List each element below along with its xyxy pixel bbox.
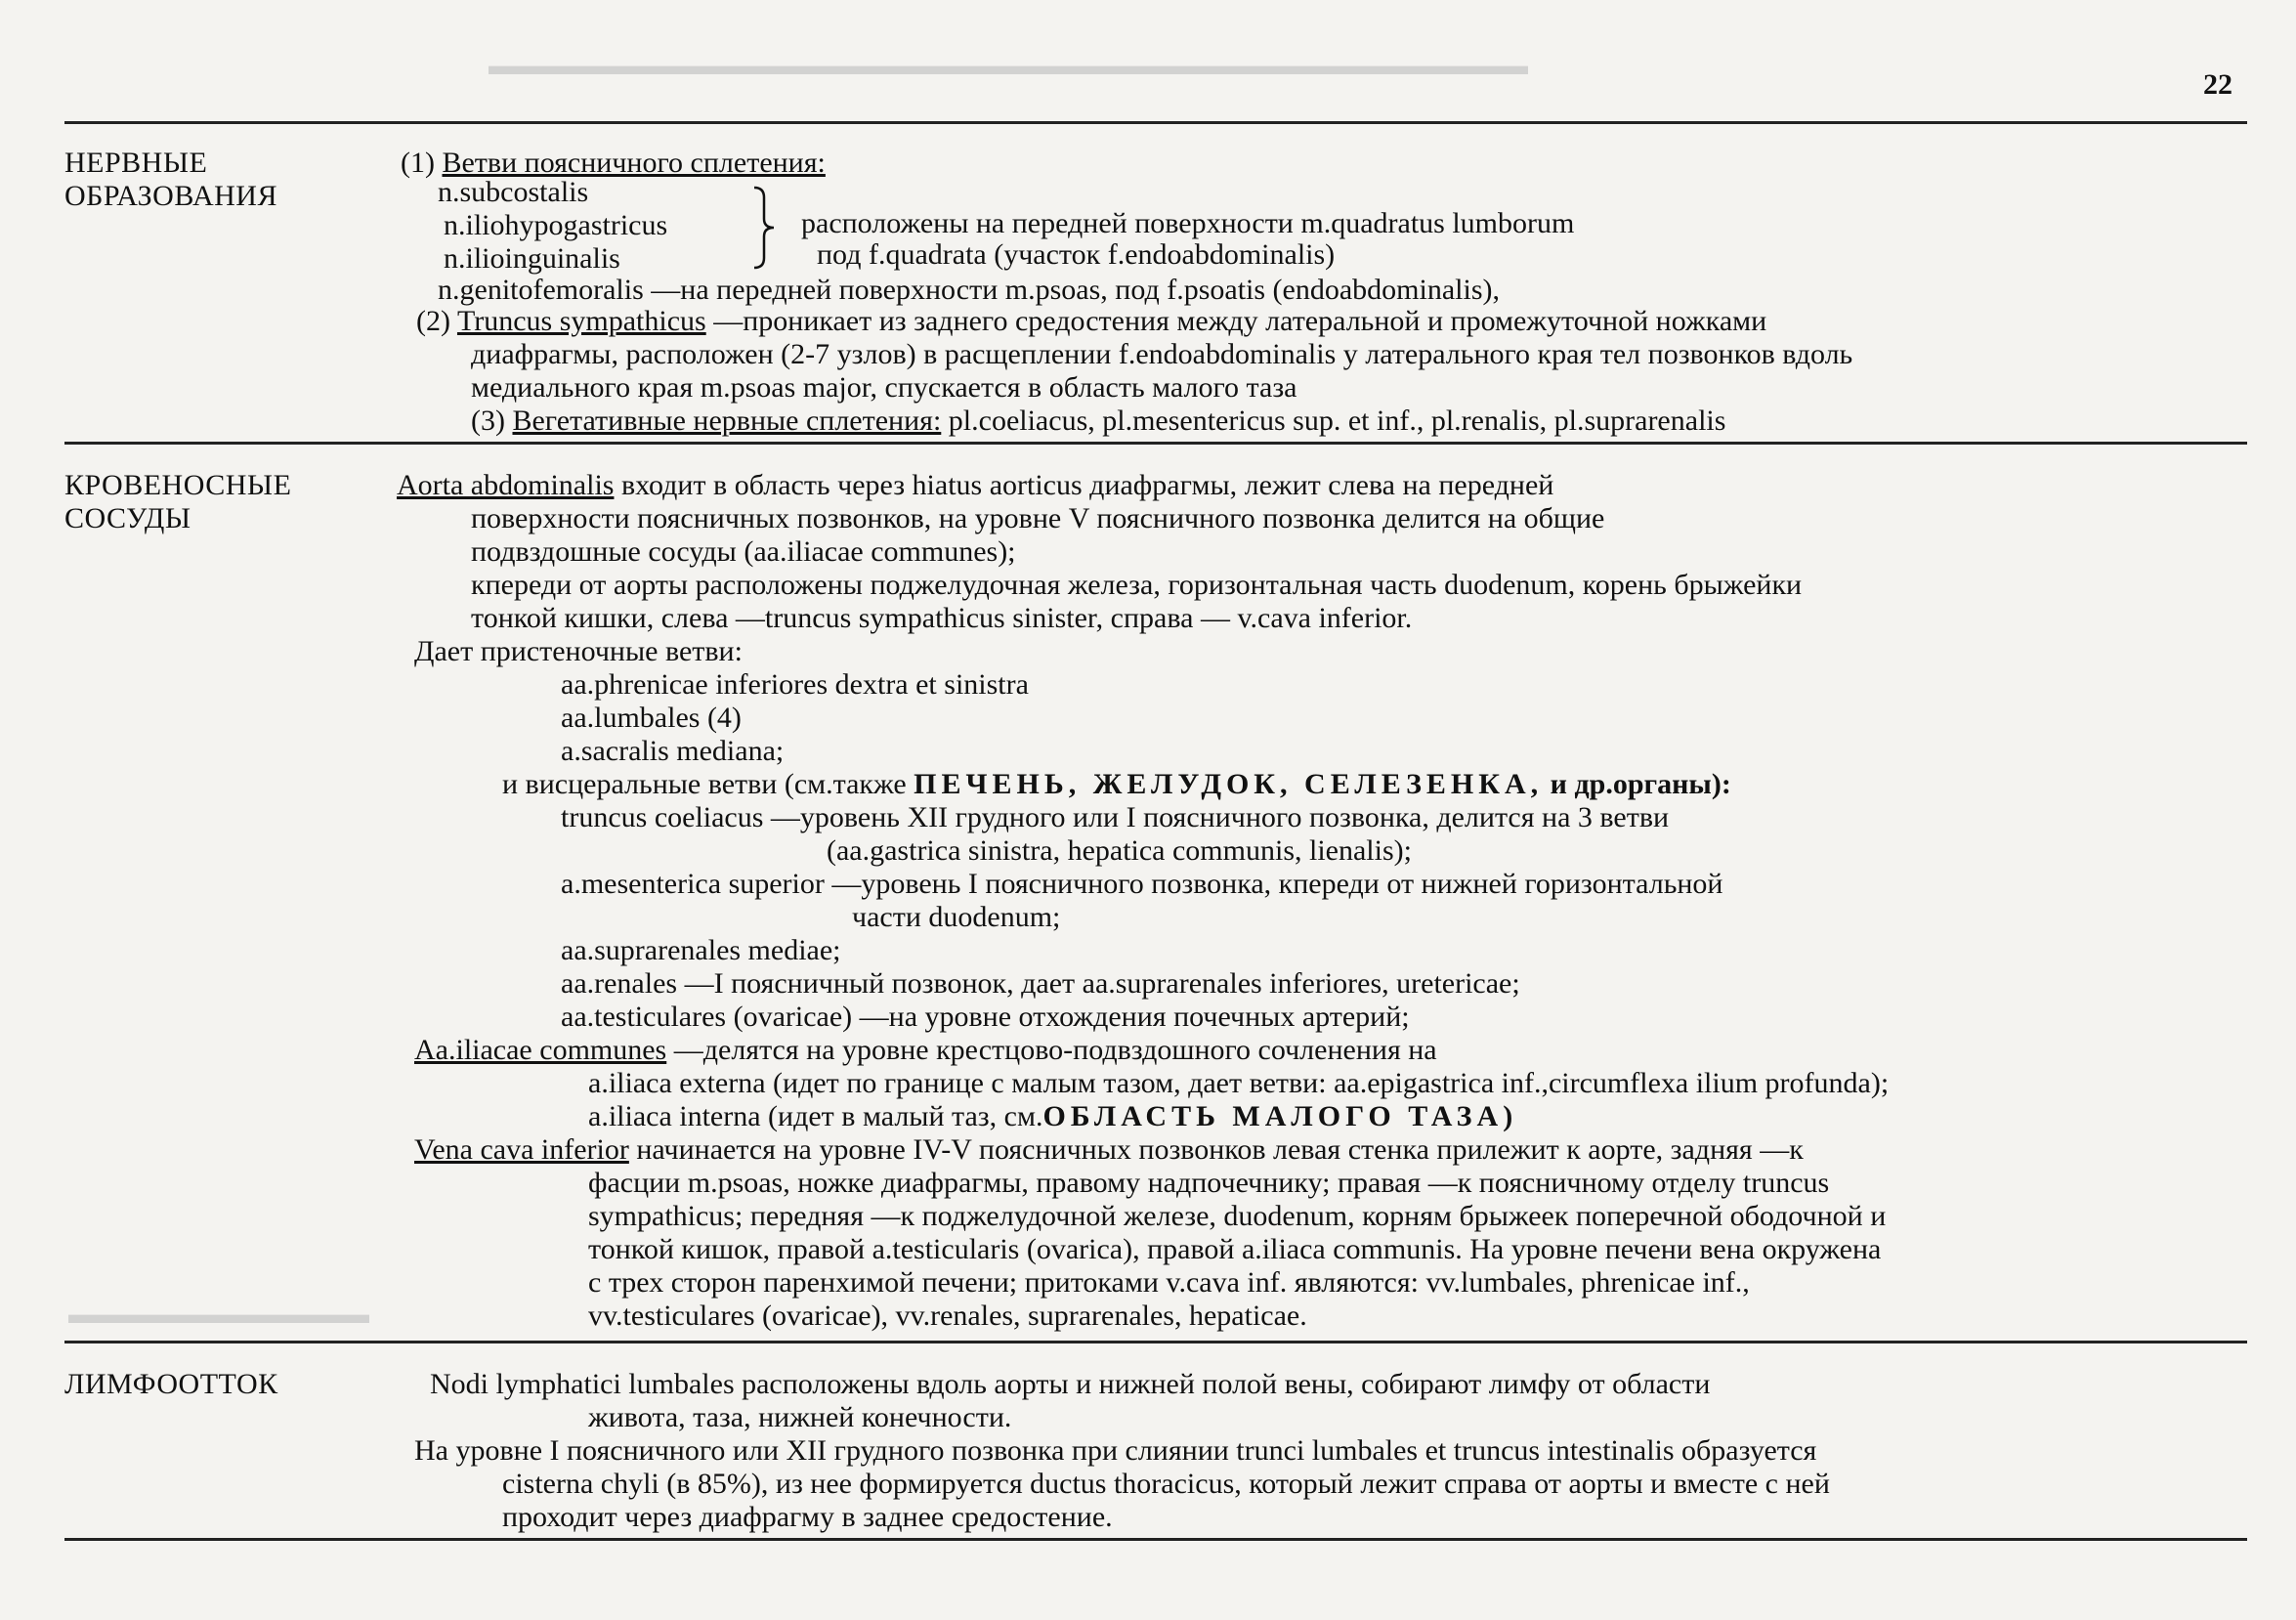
parietal-branch: aa.lumbales (4) xyxy=(561,702,742,734)
vena-cava-line: фасции m.psoas, ножке диафрагмы, правому надпочечнику; правая —к поясничному отделу truncus xyxy=(588,1167,1830,1199)
item-number: (1) xyxy=(401,147,435,179)
parietal-branch: aa.phrenicae inferiores dextra et sinistra xyxy=(561,668,1029,701)
lymph-line: На уровне I поясничного или XII грудного позвонка при слиянии trunci lumbales et truncus intestinalis образуется xyxy=(414,1434,1817,1467)
label-line: КРОВЕНОСНЫЕ xyxy=(64,469,292,501)
section-label-vessels xyxy=(64,469,291,535)
visceral-branch: (aa.gastrica sinistra, hepatica communis, lienalis); xyxy=(827,834,1412,867)
nerves-item-2-line: диафрагмы, расположен (2-7 узлов) в расщеплении f.endoabdominalis у латерального края тел позвонков вдоль xyxy=(471,338,1853,370)
iliac-external: a.iliaca externa (идет по границе с малым тазом, дает ветви: aa.epigastrica inf.,circumflexa ilium profunda); xyxy=(588,1067,1890,1099)
lymph-line: Nodi lymphatici lumbales расположены вдоль аорты и нижней полой вены, собирают лимфу от области xyxy=(430,1368,1711,1400)
item-title: Ветви поясничного сплетения: xyxy=(442,147,826,179)
iliac-int-post: ) xyxy=(1503,1100,1513,1132)
visceral-branch: aa.testiculares (ovaricae) —на уровне отхождения почечных артерий; xyxy=(561,1001,1410,1033)
lymph-line: живота, таза, нижней конечности. xyxy=(588,1401,1012,1433)
visceral-caps: ПЕЧЕНЬ, ЖЕЛУДОК, СЕЛЕЗЕНКА, xyxy=(914,768,1544,800)
aorta-line: тонкой кишки, слева —truncus sympathicus sinister, справа — v.cava inferior. xyxy=(471,602,1413,634)
curly-brace-icon xyxy=(752,186,776,270)
vena-cava-title: Vena cava inferior xyxy=(414,1133,629,1166)
section-label-lymph: ЛИМФООТТОК xyxy=(64,1368,278,1400)
label-line: СОСУДЫ xyxy=(64,502,191,534)
aorta-line: поверхности поясничных позвонков, на уровне V поясничного позвонка делится на общие xyxy=(471,502,1605,534)
vena-cava-line: vv.testiculares (ovaricae), vv.renales, suprarenales, hepaticae. xyxy=(588,1300,1307,1332)
page-number: 22 xyxy=(2203,68,2232,101)
visceral-branch: truncus coeliacus —уровень XII грудного или I поясничного позвонка, делится на 3 ветви xyxy=(561,801,1670,833)
lymph-line: проходит через диафрагму в заднее средостение. xyxy=(502,1501,1113,1533)
aorta-title: Aorta abdominalis xyxy=(397,469,615,501)
nerves-item-3 xyxy=(471,405,1725,438)
aorta-text: входит в область через hiatus aorticus диафрагмы, лежит слева на передней xyxy=(614,469,1554,501)
nerve-ilioinguinalis: n.ilioinguinalis xyxy=(444,242,620,275)
vena-cava-line: sympathicus; передняя —к поджелудочной железе, duodenum, корням брыжеек поперечной ободочной и xyxy=(588,1200,1887,1232)
item-number: (2) xyxy=(416,305,450,337)
label-line: НЕРВНЫЕ xyxy=(64,147,208,179)
visceral-branch: a.mesenterica superior —уровень I поясничного позвонка, кпереди от нижней горизонтальной xyxy=(561,868,1723,900)
nerves-item-2-line: медиального края m.psoas major, спускается в область малого таза xyxy=(471,371,1297,404)
nerve-subcostalis: n.subcostalis xyxy=(438,176,589,208)
visceral-branches-title xyxy=(502,768,1731,801)
visceral-post: и др.органы): xyxy=(1543,768,1731,800)
iliac-text: —делятся на уровне крестцово-подвздошного сочленения на xyxy=(666,1034,1437,1066)
vena-cava-text: начинается на уровне IV-V поясничных позвонков левая стенка прилежит к аорте, задняя —к xyxy=(628,1133,1804,1166)
iliac-internal xyxy=(588,1100,1512,1133)
iliac-line xyxy=(414,1034,1437,1067)
nerves-item-2 xyxy=(416,305,1766,338)
aorta-line: подвздошные сосуды (aa.iliacae communes); xyxy=(471,535,1016,568)
bleed-through-text: ▬▬▬▬▬▬▬▬▬▬▬▬▬▬▬▬▬▬▬▬▬▬▬▬▬▬▬▬▬▬▬▬▬▬▬▬▬▬ xyxy=(489,51,1528,81)
bottom-rule xyxy=(64,1538,2247,1541)
item-title: Truncus sympathicus xyxy=(456,305,706,337)
item-text: —проникает из заднего средостения между латеральной и промежуточной ножками xyxy=(705,305,1767,337)
bleed-through-text: ▬▬▬▬▬▬▬▬▬▬▬ xyxy=(68,1300,369,1330)
iliac-int-pre: a.iliaca interna (идет в малый таз, см. xyxy=(588,1100,1043,1132)
visceral-pre: и висцеральные ветви (см.также xyxy=(502,768,914,800)
parietal-branches-title: Дает пристеночные ветви: xyxy=(414,635,743,667)
brace-description-2: под f.quadrata (участок f.endoabdominalis) xyxy=(817,238,1336,271)
visceral-branch: aa.suprarenales mediae; xyxy=(561,934,841,966)
aorta-line xyxy=(397,469,1553,502)
visceral-branch: aa.renales —I поясничный позвонок, дает aa.suprarenales inferiores, uretericae; xyxy=(561,967,1520,1000)
nerve-iliohypogastricus: n.iliohypogastricus xyxy=(444,209,668,241)
iliac-title: Aa.iliacae communes xyxy=(414,1034,667,1066)
top-rule xyxy=(64,121,2247,124)
vena-cava-line: с трех сторон паренхимой печени; притоками v.cava inf. являются: vv.lumbales, phrenicae inf., xyxy=(588,1266,1750,1299)
section-divider xyxy=(64,1341,2247,1343)
lymph-line: cisterna chyli (в 85%), из нее формируется ductus thoracicus, который лежит справа от аорты и вместе с ней xyxy=(502,1468,1830,1500)
vena-cava-line: тонкой кишок, правой a.testicularis (ovarica), правой a.iliaca communis. На уровне печени вена окружена xyxy=(588,1233,1882,1265)
vena-cava-line xyxy=(414,1133,1804,1167)
item-number: (3) xyxy=(471,405,505,437)
iliac-int-caps: ОБЛАСТЬ МАЛОГО ТАЗА xyxy=(1042,1100,1504,1132)
nerves-item-1 xyxy=(401,147,826,180)
item-text: pl.coeliacus, pl.mesentericus sup. et inf., pl.renalis, pl.suprarenalis xyxy=(941,405,1726,437)
visceral-branch: части duodenum; xyxy=(852,901,1061,933)
section-label-nerves xyxy=(64,147,277,213)
item-title: Вегетативные нервные сплетения: xyxy=(512,405,942,437)
section-divider xyxy=(64,442,2247,445)
aorta-line: кпереди от аорты расположены поджелудочная железа, горизонтальная часть duodenum, корень брыжейки xyxy=(471,569,1803,601)
parietal-branch: a.sacralis mediana; xyxy=(561,735,785,767)
nerve-genitofemoralis: n.genitofemoralis —на передней поверхности m.psoas, под f.psoatis (endoabdominalis), xyxy=(438,274,1500,306)
brace-description-1: расположены на передней поверхности m.quadratus lumborum xyxy=(801,207,1575,239)
label-line: ОБРАЗОВАНИЯ xyxy=(64,180,277,212)
